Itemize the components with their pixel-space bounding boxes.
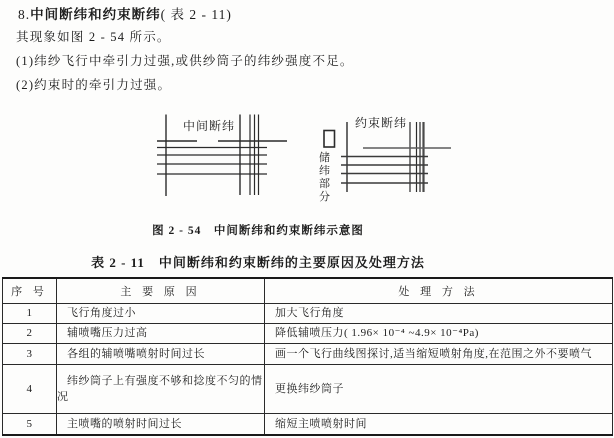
page-title-text: 中间断纬和约束断纬 <box>30 7 161 22</box>
cell-treatment-text: 加大飞行角度 <box>275 307 344 319</box>
page-title-number: 8. <box>18 7 31 22</box>
cause-list-item-2: (2)约束时的牵引力过强。 <box>16 78 172 92</box>
weft-storage-label: 储纬部分 <box>319 152 330 203</box>
page-title-ref: ( 表 2 - 11) <box>160 7 232 22</box>
cell-treatment <box>265 413 613 435</box>
table-header-row <box>3 278 613 303</box>
cell-cause <box>57 413 265 435</box>
cell-no: 1 <box>3 303 57 323</box>
table-row <box>3 343 613 364</box>
cell-cause-text: 主喷嘴的喷射时间过长 <box>67 417 182 430</box>
cell-treatment-text: 画一个飞行曲线图探讨,适当缩短喷射角度,在范围之外不要喷气 <box>275 347 592 360</box>
cell-treatment <box>265 343 613 364</box>
table-row <box>3 303 613 323</box>
header-cause: 主 要 原 因 <box>57 278 265 303</box>
figure-caption: 图 2 - 54 中间断纬和约束断纬示意图 <box>152 225 364 237</box>
cell-cause <box>57 364 265 413</box>
table-title: 表 2 - 11 中间断纬和约束断纬的主要原因及处理方法 <box>91 255 425 270</box>
cell-cause-text: 辅喷嘴压力过高 <box>67 327 148 339</box>
weft-breakage-diagram-lines <box>0 110 614 222</box>
cell-treatment <box>265 364 613 413</box>
cell-treatment-text: 降低辅喷压力( 1.96× 10⁻⁴ ~4.9× 10⁻⁴Pa) <box>275 327 479 339</box>
cell-cause-text: 纬纱筒子上有强度不够和捻度不匀的情况 <box>57 374 263 403</box>
constraint-break-label: 约束断纬 <box>355 116 408 130</box>
weft-breakage-figure <box>0 110 614 222</box>
cell-cause-text: 各组的辅喷嘴喷射时间过长 <box>67 347 205 360</box>
cell-cause <box>57 303 265 323</box>
cell-no: 3 <box>3 343 57 364</box>
cell-cause <box>57 323 265 343</box>
table-row <box>3 364 613 413</box>
cause-list-item-1: (1)纬纱飞行中牵引力过强,或供纱筒子的纬纱强度不足。 <box>16 54 354 68</box>
header-treatment: 处 理 方 法 <box>265 278 613 303</box>
cell-no: 5 <box>3 413 57 435</box>
cell-cause-text: 飞行角度过小 <box>67 307 136 319</box>
cell-no: 2 <box>3 323 57 343</box>
breakage-causes-table <box>2 277 613 436</box>
page-title <box>18 3 232 23</box>
table-row <box>3 323 613 343</box>
cell-treatment <box>265 303 613 323</box>
cell-no: 4 <box>3 364 57 413</box>
intro-text: 其现象如图 2 - 54 所示。 <box>16 30 171 44</box>
cell-treatment-text: 缩短主喷喷射时间 <box>275 417 367 430</box>
weft-storage-rect <box>324 131 335 148</box>
table-row <box>3 413 613 435</box>
cell-treatment <box>265 323 613 343</box>
cell-treatment-text: 更换纬纱筒子 <box>275 382 344 395</box>
cell-cause <box>57 343 265 364</box>
middle-break-label: 中间断纬 <box>183 119 236 133</box>
header-no: 序 号 <box>3 278 57 303</box>
